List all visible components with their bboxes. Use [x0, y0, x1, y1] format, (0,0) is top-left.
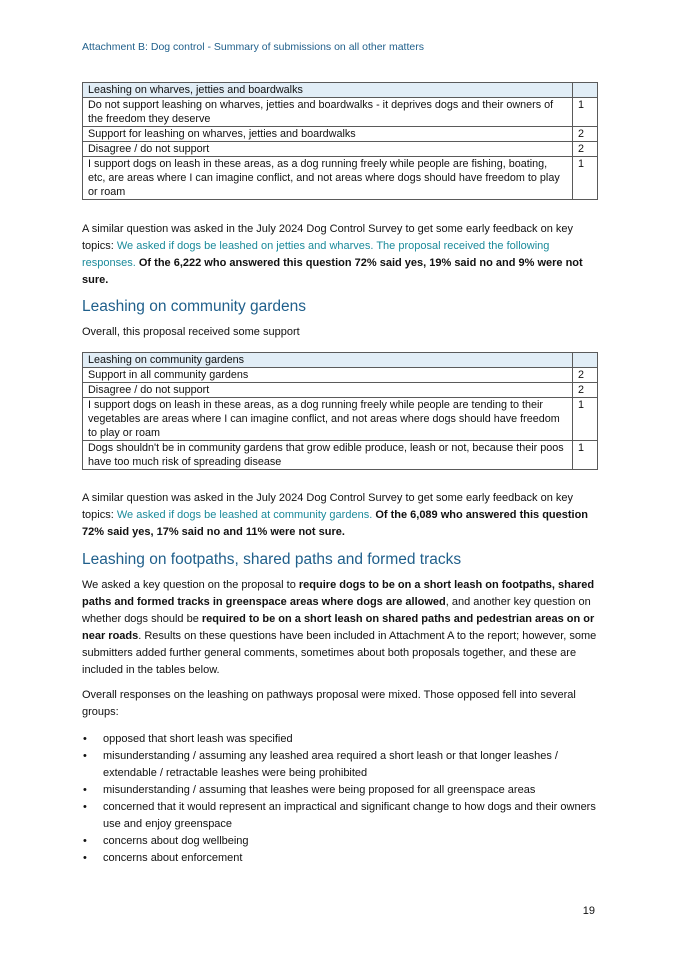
table-cell-text: I support dogs on leash in these areas, as a dog running freely while people are fishing, boating, etc, are areas where I can imagine conflict, and not areas where dogs should have freedom to play or roam — [83, 157, 573, 200]
list-item — [82, 799, 602, 833]
bullet: • — [83, 801, 87, 813]
footpaths-paragraph — [82, 577, 600, 679]
table-header-row — [83, 353, 598, 368]
table-cell-text: Do not support leashing on wharves, jetties and boardwalks - it deprives dogs and their owners of the freedom they deserve — [83, 98, 573, 127]
bullet: • — [83, 733, 87, 745]
section-heading-community-gardens: Leashing on community gardens — [82, 298, 307, 315]
list-item — [82, 731, 602, 748]
table-row — [83, 441, 598, 470]
list-item-text: concerned that it would represent an impractical and significant change to how dogs and their owners use and enjoy greenspace — [103, 801, 596, 830]
table-cell-text: I support dogs on leash in these areas, as a dog running freely while people are tending to their vegetables are areas where I can imagine conflict, and not areas where dogs should have freedom to play or roam — [83, 398, 573, 441]
paragraph-text: A similar question was asked in the July 2024 Dog Control Survey to get some early feedback on key topics: — [82, 492, 573, 521]
bullet: • — [83, 784, 87, 796]
wharves-leashing-table — [82, 82, 598, 200]
table-cell-count: 2 — [573, 127, 598, 142]
table-cell-count: 1 — [573, 398, 598, 441]
table-cell-text: Disagree / do not support — [83, 383, 573, 398]
table-title: Leashing on wharves, jetties and boardwalks — [83, 83, 573, 98]
paragraph-text: . Results on these questions have been included in Attachment A to the report; however, some submitters added further general comments, sometimes about both proposals together, and these are included in the tables below. — [82, 630, 597, 676]
table-cell-count: 1 — [573, 98, 598, 127]
list-item — [82, 782, 602, 799]
table-header-row — [83, 83, 598, 98]
table-cell-count: 2 — [573, 142, 598, 157]
survey-result-text: Of the 6,089 who answered this question 72% said yes, 17% said no and 11% were not sure. — [82, 509, 589, 538]
list-item — [82, 850, 602, 867]
survey-question-text: We asked if dogs be leashed on jetties and wharves. The proposal received the following responses. — [82, 240, 550, 269]
community-gardens-intro: Overall, this proposal received some support — [82, 326, 300, 338]
community-gardens-table — [82, 352, 598, 470]
list-item-text: concerns about dog wellbeing — [103, 835, 249, 847]
opposition-groups-list — [82, 731, 602, 867]
table-count-header — [573, 83, 598, 98]
table-cell-count: 2 — [573, 368, 598, 383]
table-cell-text: Disagree / do not support — [83, 142, 573, 157]
table-cell-count: 2 — [573, 383, 598, 398]
table-row — [83, 127, 598, 142]
table-row — [83, 142, 598, 157]
table-cell-text: Support for leashing on wharves, jetties and boardwalks — [83, 127, 573, 142]
survey-paragraph-wharves — [82, 221, 600, 289]
survey-result-text: Of the 6,222 who answered this question 72% said yes, 19% said no and 9% were not sure. — [82, 257, 583, 286]
paragraph-text: A similar question was asked in the July 2024 Dog Control Survey to get some early feedback on key topics: — [82, 223, 573, 252]
table-row — [83, 98, 598, 127]
list-item-text: misunderstanding / assuming that leashes were being proposed for all greenspace areas — [103, 784, 536, 796]
paragraph-text: We asked a key question on the proposal to — [82, 579, 299, 591]
table-row — [83, 368, 598, 383]
bold-text: required to be on a short leash on shared paths and pedestrian areas on or near roads — [82, 613, 595, 642]
page-header: Attachment B: Dog control - Summary of submissions on all other matters — [82, 41, 424, 53]
paragraph-text: , and another key question on whether dogs should be — [82, 596, 591, 625]
page-number: 19 — [582, 905, 595, 917]
bold-text: require dogs to be on a short leash on footpaths, shared paths and formed tracks in greenspace areas where dogs are allowed — [82, 579, 595, 608]
list-item — [82, 833, 602, 850]
bullet: • — [83, 835, 87, 847]
survey-question-text: We asked if dogs be leashed at community gardens. — [116, 509, 373, 521]
table-cell-text: Support in all community gardens — [83, 368, 573, 383]
table-row — [83, 398, 598, 441]
bullet: • — [83, 852, 87, 864]
table-row — [83, 157, 598, 200]
list-item-text: opposed that short leash was specified — [103, 733, 293, 745]
survey-paragraph-gardens — [82, 490, 600, 541]
list-item-text: misunderstanding / assuming any leashed area required a short leash or that longer leashes / extendable / retractable leashes were being prohibited — [103, 750, 558, 779]
section-heading-footpaths: Leashing on footpaths, shared paths and formed tracks — [82, 551, 462, 568]
table-count-header — [573, 353, 598, 368]
table-title: Leashing on community gardens — [83, 353, 573, 368]
list-item-text: concerns about enforcement — [103, 852, 243, 864]
responses-paragraph: Overall responses on the leashing on pathways proposal were mixed. Those opposed fell into several groups: — [82, 689, 576, 718]
table-row — [83, 383, 598, 398]
table-cell-text: Dogs shouldn't be in community gardens that grow edible produce, leash or not, because their poos have too much risk of spreading disease — [83, 441, 573, 470]
bullet: • — [83, 750, 87, 762]
table-cell-count: 1 — [573, 157, 598, 200]
list-item — [82, 748, 602, 782]
table-cell-count: 1 — [573, 441, 598, 470]
